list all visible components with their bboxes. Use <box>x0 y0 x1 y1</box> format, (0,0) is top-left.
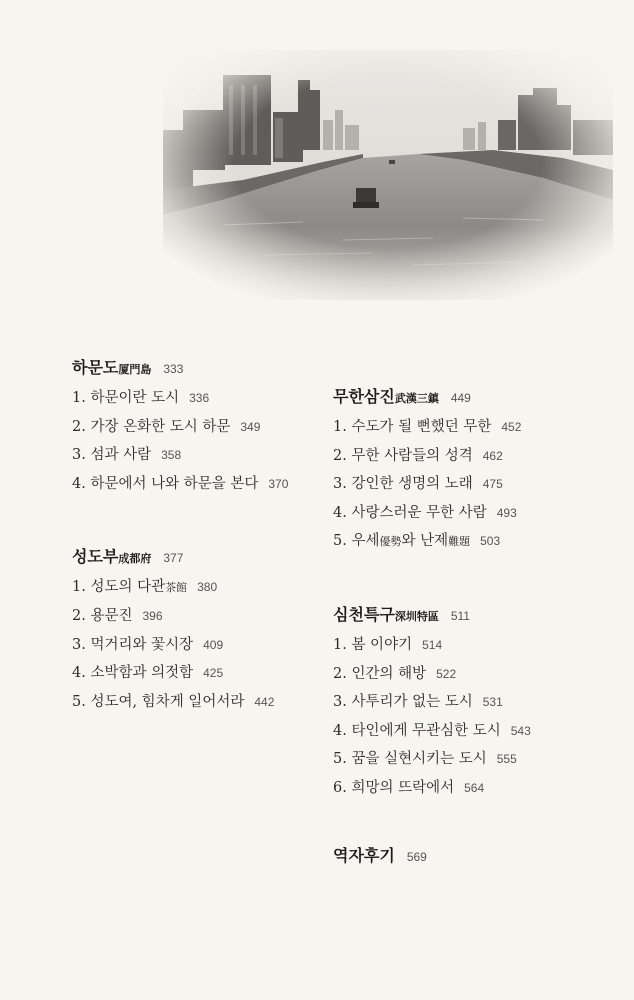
page-number: 377 <box>163 551 184 566</box>
page-number: 564 <box>464 780 485 795</box>
entry-title: 4. 하문에서 나와 하문을 본다 <box>72 475 259 492</box>
entry-title: 5. 우세 <box>333 533 380 550</box>
page-number: 396 <box>142 608 163 623</box>
toc-column-right <box>333 384 623 803</box>
toc-section-chengdu <box>72 544 332 716</box>
section-hanja: 厦門島 <box>118 363 152 376</box>
section-title: 심천특구 <box>333 604 395 624</box>
toc-entry[interactable] <box>333 631 623 660</box>
page-number: 442 <box>254 694 275 709</box>
entry-title: 3. 섬과 사람 <box>72 447 152 464</box>
section-hanja: 成都府 <box>118 552 152 566</box>
toc-entry[interactable] <box>72 384 332 413</box>
entry-title: 1. 성도의 다관 <box>72 579 166 596</box>
page-number: 475 <box>482 477 503 492</box>
entry-title: 2. 무한 사람들의 성격 <box>333 447 473 464</box>
entry-title: 3. 강인한 생명의 노래 <box>333 476 473 493</box>
entry-title: 3. 먹거리와 꽃시장 <box>72 636 194 653</box>
entry-title: 2. 인간의 해방 <box>333 665 427 682</box>
toc-section-wuhan <box>333 384 623 556</box>
page-number: 452 <box>501 420 522 434</box>
page-number: 514 <box>422 637 443 652</box>
page-number: 358 <box>161 448 182 463</box>
page-number: 462 <box>482 448 503 463</box>
toc-entry[interactable] <box>72 573 332 602</box>
entry-hanja: 優勢 <box>379 535 402 549</box>
section-title: 역자후기 <box>333 846 395 865</box>
section-spacer <box>333 556 623 602</box>
entry-title: 4. 소박함과 의젓함 <box>72 665 194 682</box>
toc-entry[interactable] <box>333 745 623 774</box>
section-spacer <box>72 498 332 544</box>
toc-entry[interactable] <box>333 717 623 746</box>
entry-title: 3. 사투리가 없는 도시 <box>333 694 473 711</box>
page-number: 522 <box>436 666 457 681</box>
page-number: 449 <box>450 391 471 405</box>
page-number: 543 <box>510 723 531 738</box>
section-heading[interactable] <box>333 384 623 410</box>
toc-entry[interactable] <box>72 413 332 442</box>
section-hanja: 武漢三鎮 <box>394 392 439 405</box>
river-city-photo <box>163 50 613 300</box>
toc-section-shenzhen <box>333 602 623 803</box>
toc-entry[interactable] <box>333 688 623 717</box>
page-number: 349 <box>240 419 261 434</box>
page-number: 336 <box>189 391 210 405</box>
page-number: 493 <box>496 505 517 520</box>
toc-column-left <box>72 355 332 716</box>
section-heading[interactable] <box>72 355 332 381</box>
entry-title: 2. 가장 온화한 도시 하문 <box>72 418 231 435</box>
toc-entry[interactable] <box>72 602 332 631</box>
toc-section-xiamen <box>72 355 332 498</box>
section-heading[interactable] <box>333 602 623 628</box>
toc-entry[interactable] <box>72 470 332 499</box>
toc-entry[interactable] <box>72 688 332 717</box>
entry-title: 4. 타인에게 무관심한 도시 <box>333 722 501 739</box>
section-title: 하문도 <box>72 358 119 377</box>
entry-title: 2. 용문진 <box>72 607 133 624</box>
entry-title: 6. 희망의 뜨락에서 <box>333 779 455 796</box>
toc-entry[interactable] <box>72 659 332 688</box>
toc-entry[interactable] <box>72 631 332 660</box>
toc-entry[interactable] <box>333 527 623 556</box>
page-number: 333 <box>163 362 184 376</box>
toc-entry[interactable] <box>333 499 623 528</box>
toc-entry[interactable] <box>333 470 623 499</box>
section-title: 무한삼진 <box>333 387 395 406</box>
entry-title: 5. 성도여, 힘차게 일어서라 <box>72 693 245 710</box>
entry-title: 1. 봄 이야기 <box>333 636 413 653</box>
toc-entry[interactable] <box>72 441 332 470</box>
page-number: 503 <box>480 534 501 549</box>
toc-entry[interactable] <box>333 660 623 689</box>
section-heading[interactable] <box>72 544 332 570</box>
page-number: 511 <box>450 608 470 623</box>
page-number: 370 <box>268 476 289 491</box>
section-hanja: 深圳特區 <box>394 609 439 623</box>
page-number: 569 <box>406 850 427 864</box>
entry-title: 1. 수도가 될 뻔했던 무한 <box>333 419 492 435</box>
toc-entry[interactable] <box>333 774 623 803</box>
section-title: 성도부 <box>72 547 119 567</box>
entry-hanja: 難題 <box>448 535 471 549</box>
entry-title: 1. 하문이란 도시 <box>72 390 180 406</box>
entry-title: 4. 사랑스러운 무한 사람 <box>333 504 487 521</box>
entry-hanja: 茶館 <box>165 581 188 595</box>
entry-title: 와 난제 <box>401 533 449 550</box>
page-number: 555 <box>496 752 517 767</box>
toc-entry[interactable] <box>333 442 623 471</box>
page-number: 409 <box>203 637 224 652</box>
page-number: 425 <box>203 666 224 681</box>
page-number: 380 <box>197 580 218 595</box>
toc-entry[interactable] <box>333 413 623 442</box>
toc-afterword[interactable] <box>333 842 427 870</box>
entry-title: 5. 꿈을 실현시키는 도시 <box>333 751 487 768</box>
page-number: 531 <box>482 695 503 710</box>
